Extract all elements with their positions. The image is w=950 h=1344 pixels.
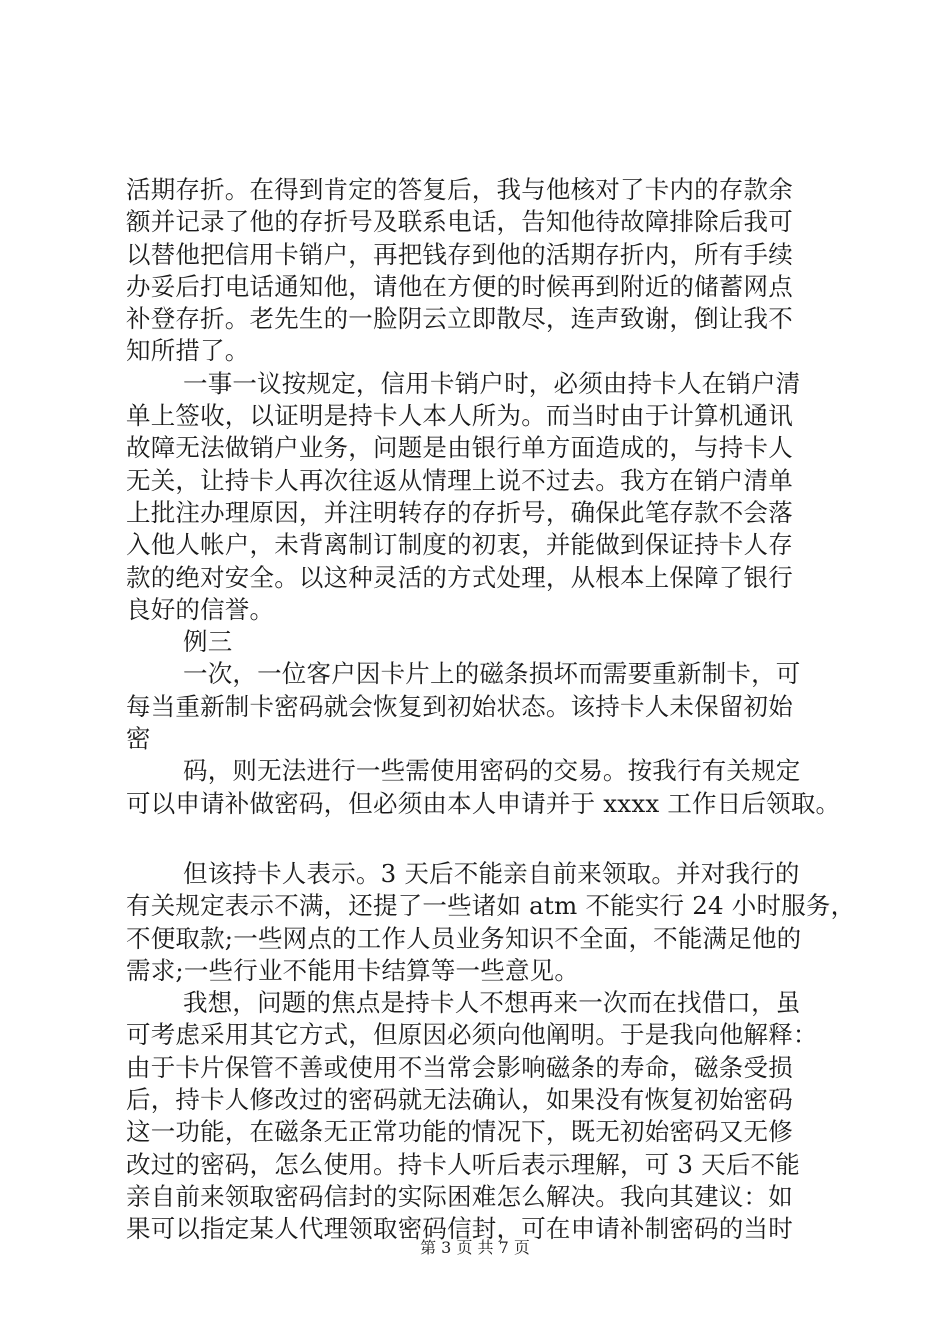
text-line: 活期存折。在得到肯定的答复后，我与他核对了卡内的存款余	[126, 175, 793, 204]
section-heading: 例三	[183, 627, 233, 657]
text-line: 后，持卡人修改过的密码就无法确认，如果没有恢复初始密码	[126, 1085, 793, 1115]
paragraph-start-line: 码，则无法进行一些需使用密码的交易。按我行有关规定	[183, 756, 801, 786]
document-body	[126, 174, 856, 1246]
text-line: 这一功能，在磁条无正常功能的情况下，既无初始密码又无修	[126, 1117, 793, 1147]
text-line: 每当重新制卡密码就会恢复到初始状态。该持卡人未保留初始	[126, 691, 793, 721]
text-line: 以替他把信用卡销户，再把钱存到他的活期存折内，所有手续	[126, 239, 793, 269]
text-line: 由于卡片保管不善或使用不当常会影响磁条的寿命，磁条受损	[126, 1052, 793, 1082]
paragraph-start-line: 一次，一位客户因卡片上的磁条损坏而需要重新制卡，可	[183, 659, 801, 689]
text-line: 良好的信誉。	[126, 594, 275, 624]
text-line: 单上签收，以证明是持卡人本人所为。而当时由于计算机通讯	[126, 401, 793, 431]
text-line: 有关规定表示不满，还提了一些诸如 atm 不能实行 24 小时服务，	[126, 891, 856, 921]
text-line: 密	[126, 724, 151, 754]
text-line: 不便取款;一些网点的工作人员业务知识不全面，不能满足他的	[126, 923, 802, 953]
paragraph-gap	[126, 820, 836, 858]
text-line: 入他人帐户，未背离制订制度的初衷，并能做到保证持卡人存	[126, 530, 793, 560]
text-line: 知所措了。	[126, 336, 250, 366]
text-line: 故障无法做销户业务，问题是由银行单方面造成的，与持卡人	[126, 433, 793, 463]
paragraph-start-line: 我想，问题的焦点是持卡人不想再来一次而在找借口，虽	[183, 988, 801, 1018]
text-line: 需求;一些行业不能用卡结算等一些意见。	[126, 955, 580, 985]
text-line: 补登存折。老先生的一脸阴云立即散尽，连声致谢，倒让我不	[126, 304, 793, 334]
text-line: 无关，让持卡人再次往返从情理上说不过去。我方在销户清单	[126, 465, 793, 495]
text-line: 额并记录了他的存折号及联系电话，告知他待故障排除后我可	[126, 207, 793, 237]
text-line: 上批注办理原因，并注明转存的存折号，确保此笔存款不会落	[126, 497, 793, 527]
paragraph-start-line: 一事一议按规定，信用卡销户时，必须由持卡人在销户清	[183, 368, 801, 398]
paragraph-start-line: 但该持卡人表示。3 天后不能亲自前来领取。并对我行的	[183, 858, 800, 888]
text-line: 办妥后打电话通知他，请他在方便的时候再到附近的储蓄网点	[126, 271, 793, 301]
text-line: 改过的密码，怎么使用。持卡人听后表示理解，可 3 天后不能	[126, 1149, 800, 1179]
text-line: 果可以指定某人代理领取密码信封，可在申请补制密码的当时	[126, 1214, 793, 1244]
text-line: 款的绝对安全。以这种灵活的方式处理，从根本上保障了银行	[126, 562, 793, 592]
text-line: 可以申请补做密码，但必须由本人申请并于 xxxx 工作日后领取。	[126, 788, 841, 818]
text-line: 亲自前来领取密码信封的实际困难怎么解决。我向其建议：如	[126, 1181, 793, 1211]
page-number-footer: 第 3 页 共 7 页	[420, 1238, 530, 1257]
text-line: 可考虑采用其它方式，但原因必须向他阐明。于是我向他解释：	[126, 1020, 818, 1050]
